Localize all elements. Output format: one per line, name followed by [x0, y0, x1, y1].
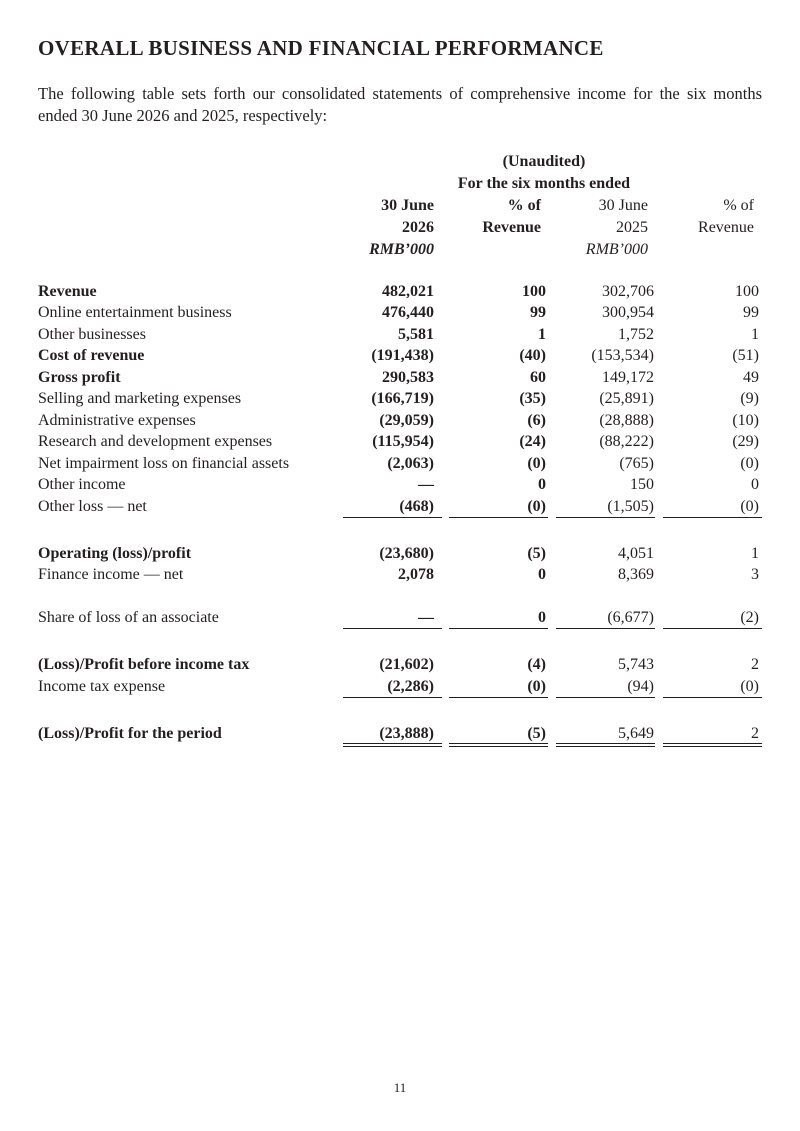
row-label: Revenue — [38, 283, 97, 300]
cell-2026-pct: (24) — [519, 433, 546, 450]
page-title: OVERALL BUSINESS AND FINANCIAL PERFORMANCE — [38, 36, 604, 60]
cell-2025-pct: (9) — [740, 390, 759, 407]
table-row-research-development — [0, 431, 800, 453]
table-row-administrative — [0, 410, 800, 432]
header-col-2025-pct — [698, 195, 754, 239]
header-col-2026 — [369, 195, 434, 261]
row-label: Gross profit — [38, 369, 121, 386]
row-label: Administrative expenses — [38, 412, 196, 429]
subtotal-rule — [449, 697, 548, 698]
cell-2025: (153,534) — [591, 347, 654, 364]
subtotal-rule — [343, 628, 442, 629]
page-number: 11 — [393, 1080, 407, 1095]
header-col-2025-line1: 30 June — [598, 197, 648, 214]
cell-2025-pct: 2 — [751, 656, 759, 673]
cell-2026-pct: 60 — [530, 369, 546, 386]
cell-2025: 4,051 — [618, 545, 654, 562]
subtotal-rule — [556, 517, 655, 518]
cell-2025-pct: (0) — [740, 455, 759, 472]
row-label: Share of loss of an associate — [38, 609, 219, 626]
cell-2026: 476,440 — [382, 304, 434, 321]
total-double-rule — [449, 743, 548, 747]
cell-2026: (2,063) — [387, 455, 434, 472]
cell-2026: (23,888) — [379, 725, 434, 742]
header-col-2025 — [586, 195, 648, 261]
intro-paragraph: The following table sets forth our consolidated statements of comprehensive income for the six months ended 30 June 2026 and 2025, respectively: — [38, 84, 762, 125]
subtotal-rule — [556, 697, 655, 698]
row-label: Other businesses — [38, 326, 146, 343]
cell-2026-pct: 0 — [538, 609, 546, 626]
row-label: Cost of revenue — [38, 347, 145, 364]
row-label: Research and development expenses — [38, 433, 273, 450]
cell-2026: (21,602) — [379, 656, 434, 673]
subtotal-rule — [663, 697, 762, 698]
cell-2026: (115,954) — [372, 433, 434, 450]
subtotal-rule — [449, 628, 548, 629]
row-label: Selling and marketing expenses — [38, 390, 242, 407]
table-row-cost-of-revenue — [0, 345, 800, 367]
cell-2026-pct: (6) — [527, 412, 546, 429]
cell-2026: (2,286) — [387, 678, 434, 695]
header-unaudited: (Unaudited) — [502, 153, 586, 170]
header-col-2025-line2: 2025 — [616, 219, 648, 236]
table-row-other-income — [0, 474, 800, 496]
cell-2025: (765) — [619, 455, 654, 472]
table-row-operating-profit — [0, 543, 800, 565]
cell-2025: (1,505) — [607, 498, 654, 515]
cell-2025-pct: (2) — [740, 609, 759, 626]
cell-2026: — — [418, 609, 434, 626]
table-row-profit-for-period — [0, 723, 800, 745]
cell-2026: — — [418, 476, 434, 493]
cell-2026-pct: (4) — [527, 656, 546, 673]
cell-2025: 300,954 — [602, 304, 654, 321]
cell-2026-pct: (0) — [527, 498, 546, 515]
row-label: Other income — [38, 476, 126, 493]
cell-2025-pct: 1 — [751, 545, 759, 562]
cell-2025: (25,891) — [599, 390, 654, 407]
table-row-profit-before-tax — [0, 654, 800, 676]
cell-2025: (28,888) — [599, 412, 654, 429]
cell-2026: 290,583 — [382, 369, 434, 386]
cell-2026: (468) — [399, 498, 434, 515]
row-label: Income tax expense — [38, 678, 166, 695]
cell-2025-pct: 1 — [751, 326, 759, 343]
cell-2026-pct: (0) — [527, 678, 546, 695]
cell-2025: 8,369 — [618, 566, 654, 583]
cell-2026-pct: 1 — [538, 326, 546, 343]
header-col-2025-unit: RMB’000 — [585, 241, 648, 258]
header-group — [433, 151, 655, 195]
cell-2025-pct: 99 — [743, 304, 759, 321]
cell-2026: (29,059) — [379, 412, 434, 429]
header-col-2026-unit: RMB’000 — [369, 241, 434, 258]
cell-2026-pct: (5) — [527, 725, 546, 742]
total-double-rule — [663, 743, 762, 747]
row-label: (Loss)/Profit for the period — [38, 725, 222, 742]
cell-2026-pct: (35) — [519, 390, 546, 407]
cell-2025: 5,743 — [618, 656, 654, 673]
header-col-2026-pct-line1: % of — [507, 197, 541, 214]
table-row-other-loss — [0, 496, 800, 518]
cell-2026: 482,021 — [382, 283, 434, 300]
cell-2025-pct: (10) — [732, 412, 759, 429]
subtotal-rule — [449, 517, 548, 518]
cell-2025-pct: (0) — [740, 678, 759, 695]
header-period: For the six months ended — [457, 175, 631, 192]
cell-2025-pct: 100 — [735, 283, 759, 300]
cell-2025: 150 — [630, 476, 654, 493]
cell-2025-pct: 2 — [751, 725, 759, 742]
cell-2025: 1,752 — [618, 326, 654, 343]
cell-2025-pct: 49 — [743, 369, 759, 386]
cell-2025-pct: (51) — [732, 347, 759, 364]
table-row-selling-marketing — [0, 388, 800, 410]
cell-2025: (94) — [627, 678, 654, 695]
cell-2025: 302,706 — [602, 283, 654, 300]
table-row-share-of-loss — [0, 607, 800, 629]
subtotal-rule — [556, 628, 655, 629]
row-label: Online entertainment business — [38, 304, 232, 321]
cell-2025-pct: (29) — [732, 433, 759, 450]
header-col-2025-pct-line2: Revenue — [698, 219, 754, 236]
header-col-2026-line1: 30 June — [381, 197, 434, 214]
cell-2026-pct: 0 — [538, 476, 546, 493]
cell-2026-pct: (0) — [527, 455, 546, 472]
cell-2026-pct: 99 — [530, 304, 546, 321]
total-double-rule — [343, 743, 442, 747]
cell-2026: 5,581 — [398, 326, 434, 343]
cell-2026: (23,680) — [379, 545, 434, 562]
cell-2025: 5,649 — [618, 725, 654, 742]
subtotal-rule — [663, 628, 762, 629]
row-label: Net impairment loss on financial assets — [38, 455, 290, 472]
subtotal-rule — [663, 517, 762, 518]
cell-2025-pct: 0 — [751, 476, 759, 493]
row-label: Operating (loss)/profit — [38, 545, 192, 562]
cell-2025-pct: (0) — [740, 498, 759, 515]
cell-2025: (6,677) — [607, 609, 654, 626]
cell-2026-pct: 100 — [522, 283, 546, 300]
cell-2026: 2,078 — [398, 566, 434, 583]
cell-2026-pct: (40) — [519, 347, 546, 364]
row-label: (Loss)/Profit before income tax — [38, 656, 250, 673]
row-label: Other loss — net — [38, 498, 147, 515]
cell-2025: (88,222) — [599, 433, 654, 450]
row-label: Finance income — net — [38, 566, 184, 583]
subtotal-rule — [343, 517, 442, 518]
table-row-other-businesses — [0, 324, 800, 346]
cell-2025: 149,172 — [602, 369, 654, 386]
subtotal-rule — [343, 697, 442, 698]
cell-2026-pct: (5) — [527, 545, 546, 562]
header-col-2025-pct-line1: % of — [723, 197, 754, 214]
total-double-rule — [556, 743, 655, 747]
header-col-2026-pct-line2: Revenue — [482, 219, 541, 236]
header-col-2026-line2: 2026 — [402, 219, 434, 236]
cell-2026: (166,719) — [371, 390, 434, 407]
table-row-finance-income — [0, 564, 800, 586]
table-row-income-tax — [0, 676, 800, 698]
header-col-2026-pct — [482, 195, 541, 239]
cell-2026-pct: 0 — [538, 566, 546, 583]
table-row-gross-profit — [0, 367, 800, 389]
table-row-online-entertainment — [0, 302, 800, 324]
cell-2025-pct: 3 — [751, 566, 759, 583]
table-row-revenue — [0, 281, 800, 303]
table-row-impairment-loss — [0, 453, 800, 475]
cell-2026: (191,438) — [371, 347, 434, 364]
